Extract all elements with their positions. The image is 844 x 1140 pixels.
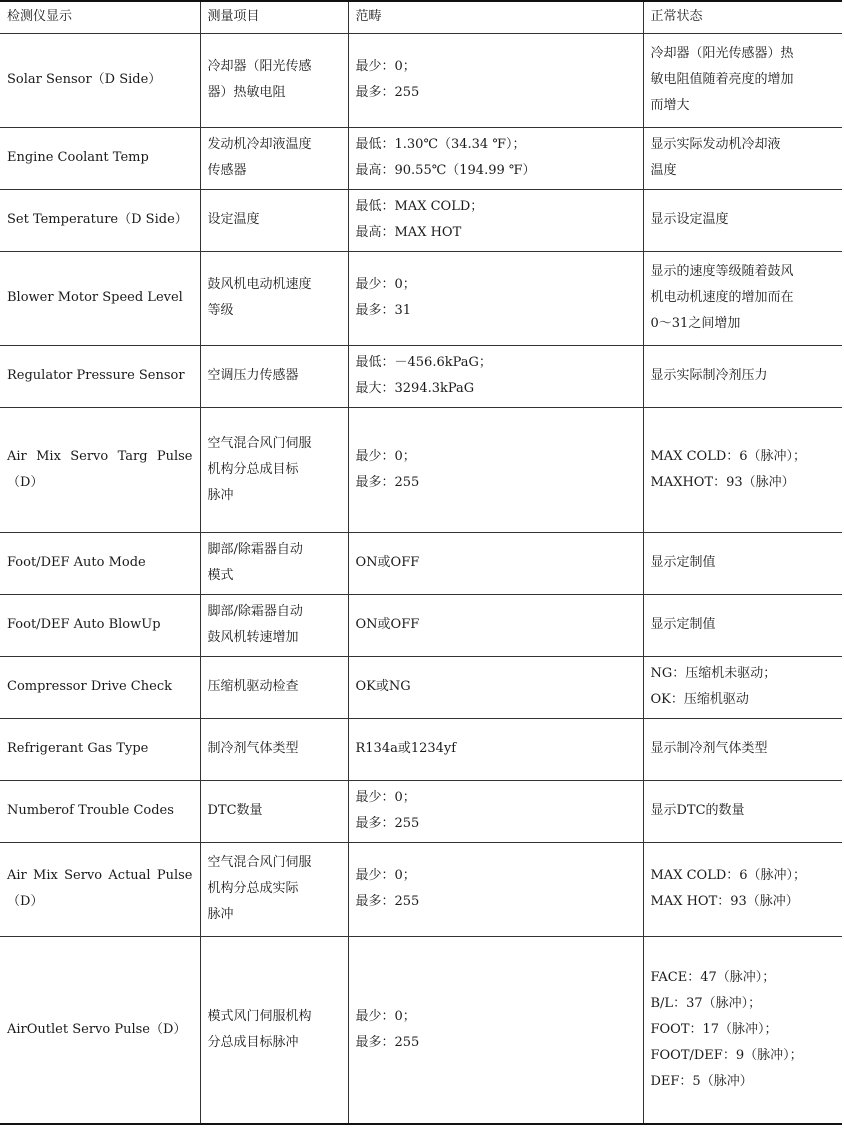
table-row <box>0 251 842 345</box>
table-row <box>0 189 842 251</box>
cell-item-line: 机构分总成目标 <box>207 461 299 477</box>
table-body <box>0 33 842 1124</box>
cell-item <box>200 345 348 407</box>
cell-normal-line: 冷却器（阳光传感器）热 <box>650 46 794 61</box>
table-row <box>0 936 842 1124</box>
cell-range <box>348 532 643 594</box>
table-row <box>0 345 842 407</box>
cell-item-line: 冷却器（阳光传感 <box>207 59 312 74</box>
cell-range <box>348 33 643 127</box>
cell-normal-line: 机电动机速度的增加而在 <box>650 290 794 305</box>
cell-normal-line: MAX HOT：93（脉冲） <box>650 894 799 909</box>
cell-range-line: ON或OFF <box>355 617 420 632</box>
cell-range-line: 最高：MAX HOT <box>355 225 462 240</box>
cell-item <box>200 780 348 842</box>
cell-range-line: 最少：0； <box>355 59 416 74</box>
cell-normal-line: FACE：47（脉冲）； <box>650 969 776 985</box>
header-item: 测量项目 <box>200 1 348 33</box>
cell-range <box>348 936 643 1124</box>
cell-item <box>200 189 348 251</box>
cell-item-line: 脉冲 <box>207 907 234 922</box>
cell-item <box>200 33 348 127</box>
cell-normal-line: 显示设定温度 <box>650 212 729 227</box>
cell-normal-line: 温度 <box>650 163 677 178</box>
cell-normal <box>643 842 842 936</box>
cell-normal-line: 显示实际制冷剂压力 <box>650 368 768 383</box>
cell-range <box>348 127 643 189</box>
table-row <box>0 594 842 656</box>
cell-display: Set Temperature（D Side） <box>0 189 200 251</box>
cell-range-line: 最多：31 <box>355 303 412 318</box>
cell-range <box>348 189 643 251</box>
cell-item-line: 等级 <box>207 303 234 318</box>
cell-normal-line: MAX COLD：6（脉冲）； <box>650 868 807 883</box>
cell-display: Solar Sensor（D Side） <box>0 33 200 127</box>
cell-range-line: 最少：0； <box>355 1008 416 1024</box>
cell-item-line: 机构分总成实际 <box>207 881 299 896</box>
cell-item <box>200 842 348 936</box>
cell-normal-line: MAX COLD：6（脉冲）； <box>650 448 807 464</box>
cell-range <box>348 345 643 407</box>
cell-range <box>348 718 643 780</box>
cell-item-line: 传感器 <box>207 163 247 178</box>
cell-item <box>200 656 348 718</box>
cell-display: Foot/DEF Auto Mode <box>0 532 200 594</box>
cell-range-line: 最大：3294.3kPaG <box>355 381 475 396</box>
cell-range <box>348 594 643 656</box>
cell-range-line: 最低：MAX COLD； <box>355 199 484 214</box>
cell-item-line: 鼓风机转速增加 <box>207 630 299 645</box>
cell-normal <box>643 532 842 594</box>
cell-item <box>200 594 348 656</box>
cell-item-line: 模式 <box>207 568 234 583</box>
cell-normal-line: 显示DTC的数量 <box>650 803 745 818</box>
cell-normal <box>643 936 842 1124</box>
cell-item-line: 脚部/除霜器自动 <box>207 604 303 619</box>
cell-range-line: OK或NG <box>355 679 411 694</box>
cell-normal-line: 敏电阻值随着亮度的增加 <box>650 72 794 87</box>
cell-range-line: 最低：1.30℃（34.34 ℉）； <box>355 137 526 152</box>
cell-item-line: 空气混合风门伺服 <box>207 855 312 870</box>
cell-range-line: 最多：255 <box>355 816 420 831</box>
header-range: 范畴 <box>348 1 643 33</box>
cell-item-line: 制冷剂气体类型 <box>207 741 299 756</box>
cell-item-line: 鼓风机电动机速度 <box>207 277 312 292</box>
cell-normal <box>643 780 842 842</box>
table-row <box>0 127 842 189</box>
cell-item <box>200 532 348 594</box>
cell-display: Air Mix Servo Targ Pulse（D） <box>0 407 200 532</box>
cell-display: Refrigerant Gas Type <box>0 718 200 780</box>
cell-normal-line: 0～31之间增加 <box>650 316 741 331</box>
cell-item <box>200 407 348 532</box>
cell-normal-line: MAXHOT：93（脉冲） <box>650 474 795 490</box>
cell-item-line: 空气混合风门伺服 <box>207 435 312 451</box>
cell-normal-line: FOOT/DEF：9（脉冲）； <box>650 1047 803 1063</box>
cell-range <box>348 407 643 532</box>
cell-range-line: 最少：0； <box>355 790 416 805</box>
cell-normal-line: 显示实际发动机冷却液 <box>650 137 781 152</box>
cell-normal <box>643 251 842 345</box>
cell-normal <box>643 656 842 718</box>
cell-normal-line: OK：压缩机驱动 <box>650 692 749 707</box>
cell-item-line: 设定温度 <box>207 212 260 227</box>
cell-normal-line: 而增大 <box>650 98 690 113</box>
table-row <box>0 33 842 127</box>
table-row <box>0 718 842 780</box>
table-row <box>0 407 842 532</box>
cell-normal <box>643 718 842 780</box>
cell-range-line: 最多：255 <box>355 474 420 490</box>
cell-range-line: 最多：255 <box>355 85 420 100</box>
table-row <box>0 532 842 594</box>
cell-item-line: 模式风门伺服机构 <box>207 1008 312 1024</box>
cell-range-line: 最少：0； <box>355 868 416 883</box>
cell-item-line: DTC数量 <box>207 803 263 818</box>
cell-range-line: 最高：90.55℃（194.99 ℉） <box>355 163 536 178</box>
cell-normal-line: 显示的速度等级随着鼓风 <box>650 264 794 279</box>
cell-display: Regulator Pressure Sensor <box>0 345 200 407</box>
cell-normal <box>643 594 842 656</box>
table-row <box>0 842 842 936</box>
cell-normal-line: FOOT：17（脉冲）； <box>650 1021 778 1037</box>
cell-range-line: 最多：255 <box>355 894 420 909</box>
cell-display: Compressor Drive Check <box>0 656 200 718</box>
cell-item <box>200 127 348 189</box>
cell-range-line: R134a或1234yf <box>355 741 457 756</box>
cell-item <box>200 251 348 345</box>
cell-range-line: 最低：－456.6kPaG； <box>355 355 492 370</box>
cell-item-line: 分总成目标脉冲 <box>207 1034 299 1050</box>
header-display: 检测仪显示 <box>0 1 200 33</box>
cell-item-line: 脚部/除霜器自动 <box>207 542 303 557</box>
table-row <box>0 780 842 842</box>
cell-normal-line: 显示定制值 <box>650 617 716 632</box>
cell-item-line: 器）热敏电阻 <box>207 85 286 100</box>
cell-display: Blower Motor Speed Level <box>0 251 200 345</box>
cell-item <box>200 718 348 780</box>
cell-normal-line: NG：压缩机未驱动； <box>650 666 777 681</box>
cell-range-line: 最少：0； <box>355 277 416 292</box>
cell-normal <box>643 33 842 127</box>
cell-display: AirOutlet Servo Pulse（D） <box>0 936 200 1124</box>
cell-range <box>348 251 643 345</box>
cell-display: Numberof Trouble Codes <box>0 780 200 842</box>
cell-item-line: 脉冲 <box>207 487 234 503</box>
cell-range <box>348 842 643 936</box>
cell-normal <box>643 189 842 251</box>
table-row <box>0 656 842 718</box>
cell-normal-line: 显示制冷剂气体类型 <box>650 741 768 756</box>
cell-range-line: ON或OFF <box>355 555 420 570</box>
cell-normal-line: B/L：37（脉冲）； <box>650 995 762 1011</box>
cell-range-line: 最少：0； <box>355 448 416 464</box>
cell-range <box>348 656 643 718</box>
cell-display: Air Mix Servo Actual Pulse（D） <box>0 842 200 936</box>
cell-item <box>200 936 348 1124</box>
cell-range-line: 最多：255 <box>355 1034 420 1050</box>
cell-normal-line: DEF：5（脉冲） <box>650 1073 753 1089</box>
table-header-row <box>0 1 842 33</box>
cell-normal <box>643 407 842 532</box>
cell-normal <box>643 345 842 407</box>
cell-normal <box>643 127 842 189</box>
cell-range <box>348 780 643 842</box>
cell-display: Foot/DEF Auto BlowUp <box>0 594 200 656</box>
cell-display: Engine Coolant Temp <box>0 127 200 189</box>
cell-item-line: 空调压力传感器 <box>207 368 299 383</box>
header-normal: 正常状态 <box>643 1 842 33</box>
cell-item-line: 发动机冷却液温度 <box>207 137 312 152</box>
cell-item-line: 压缩机驱动检查 <box>207 679 299 694</box>
cell-normal-line: 显示定制值 <box>650 555 716 570</box>
